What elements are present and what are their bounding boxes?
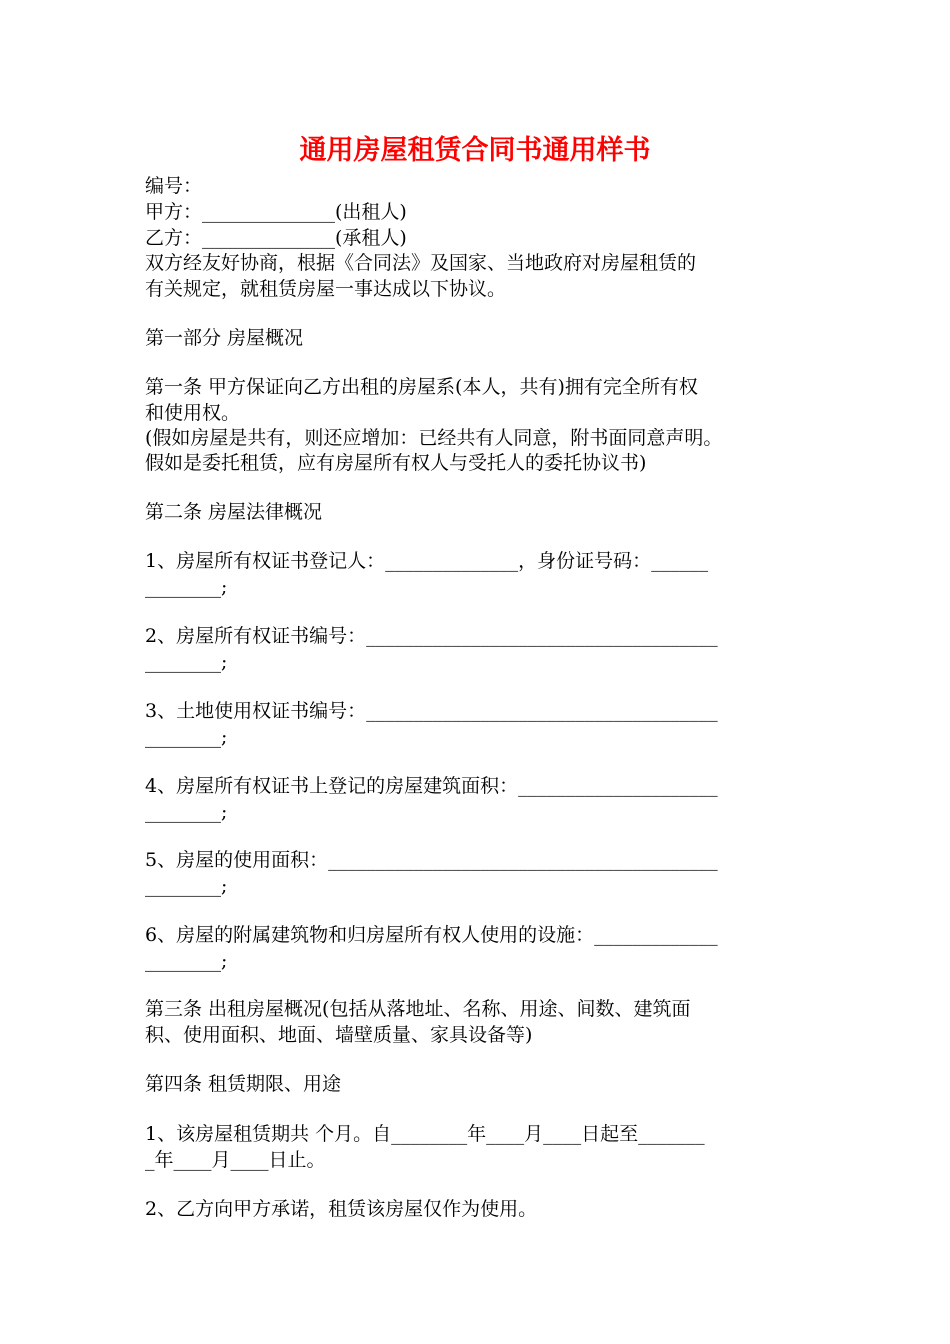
item-5-line-2: ________; [145, 875, 228, 897]
document-title: 通用房屋租赁合同书通用样书 [299, 135, 651, 166]
item-2-line-1: 2、房屋所有权证书编号：_____________________________________ [145, 625, 718, 647]
lease-term-line-2: _年____月____日止。 [145, 1149, 326, 1171]
item-5-line-1: 5、房屋的使用面积：_________________________________________ [145, 849, 718, 871]
item-4-line-1: 4、房屋所有权证书上登记的房屋建筑面积：_____________________ [145, 775, 718, 797]
article-one-note-line-2: 假如是委托租赁，应有房屋所有权人与受托人的委托协议书) [145, 452, 647, 474]
item-2-line-2: ________; [145, 651, 228, 673]
lease-use-line: 2、乙方向甲方承诺，租赁该房屋仅作为使用。 [145, 1198, 538, 1220]
contract-number-line: 编号： [145, 175, 203, 197]
item-3-line-1: 3、土地使用权证书编号：_____________________________________ [145, 700, 718, 722]
article-two-heading: 第二条 房屋法律概况 [145, 501, 323, 523]
lease-term-line-1: 1、该房屋租赁期共 个月。自________年____月____日起至_______ [145, 1123, 705, 1145]
article-four-heading: 第四条 租赁期限、用途 [145, 1073, 342, 1095]
article-three-line-2: 积、使用面积、地面、墙壁质量、家具设备等) [145, 1024, 533, 1046]
item-4-line-2: ________; [145, 801, 228, 823]
section-heading-part-one: 第一部分 房屋概况 [145, 327, 304, 349]
item-6-line-2: ________; [145, 950, 228, 972]
article-one-note-line-1: (假如房屋是共有，则还应增加：已经共有人同意，附书面同意声明。 [145, 427, 723, 449]
item-3-line-2: ________; [145, 726, 228, 748]
item-6-line-1: 6、房屋的附属建筑物和归房屋所有权人使用的设施：_____________ [145, 924, 718, 946]
article-one-line-2: 和使用权。 [145, 402, 241, 424]
article-one-line-1: 第一条 甲方保证向乙方出租的房屋系(本人，共有)拥有完全所有权 [145, 376, 698, 398]
party-a-line: 甲方：______________(出租人) [145, 201, 407, 223]
item-1-line-2: ________; [145, 576, 228, 598]
article-three-line-1: 第三条 出租房屋概况(包括从落地址、名称、用途、间数、建筑面 [145, 998, 691, 1020]
item-1-line-1: 1、房屋所有权证书登记人：______________，身份证号码：______ [145, 550, 709, 572]
party-b-line: 乙方：______________(承租人) [145, 227, 407, 249]
preamble-line-2: 有关规定，就租赁房屋一事达成以下协议。 [145, 278, 507, 300]
preamble-line-1: 双方经友好协商，根据《合同法》及国家、当地政府对房屋租赁的 [145, 252, 697, 274]
